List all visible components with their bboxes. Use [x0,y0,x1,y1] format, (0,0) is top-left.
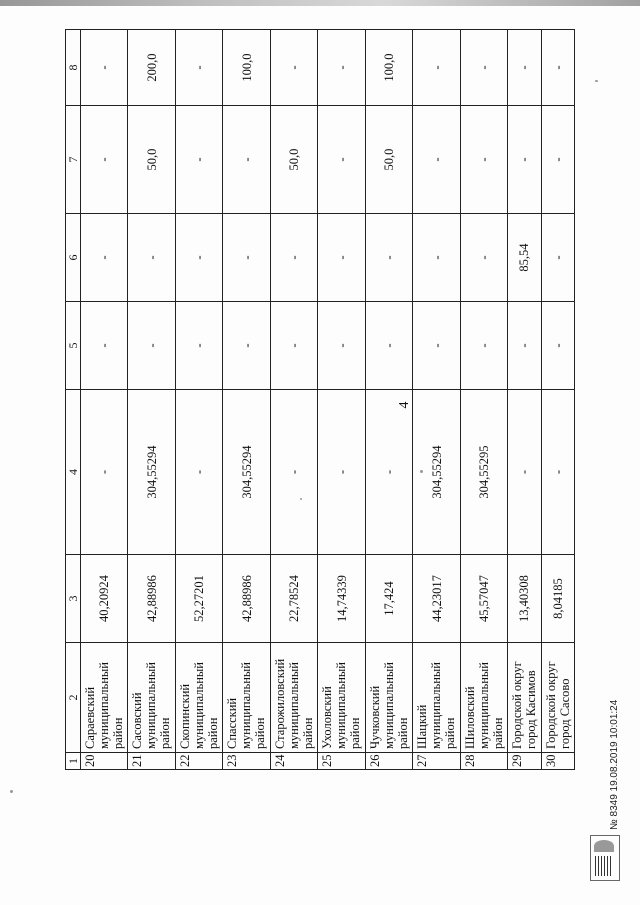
row-number: 23 [223,753,270,770]
col-header: 1 [66,753,81,770]
cell-col5: - [175,302,222,390]
municipality-name: Скопинский муниципальный район [175,643,222,753]
cell-col6: - [413,214,460,302]
cell-col6: - [318,214,365,302]
table-row [508,30,541,770]
cell-col4: - [541,390,574,555]
cell-col3: 52,27201 [175,555,222,643]
cell-col7: 50,0 [365,106,412,214]
cell-col5: - [270,302,317,390]
barcode-icon [595,856,613,876]
cell-col6: - [81,214,128,302]
cell-col6: - [223,214,270,302]
cell-col8: - [270,30,317,106]
cell-col8: - [460,30,507,106]
municipality-name: Чучковский муниципальный район [365,643,412,753]
col-header: 7 [66,106,81,214]
cell-col4: 304,55294 [223,390,270,555]
cell-col3: 17,424 [365,555,412,643]
table-row [460,30,507,770]
cell-col3: 40,20924 [81,555,128,643]
cell-col8: - [508,30,541,106]
cell-col3: 13,40308 [508,555,541,643]
cell-col8: - [413,30,460,106]
row-number: 24 [270,753,317,770]
row-number: 20 [81,753,128,770]
cell-col8: 200,0 [128,30,175,106]
table-row [223,30,270,770]
cell-col8: - [81,30,128,106]
row-number: 22 [175,753,222,770]
municipality-name: Шиловский муниципальный район [460,643,507,753]
cell-col6: - [365,214,412,302]
municipality-name: Шацкий муниципальный район [413,643,460,753]
cell-col6: - [541,214,574,302]
row-number: 28 [460,753,507,770]
cell-col5: - [318,302,365,390]
table-row [365,30,412,770]
col-header: 6 [66,214,81,302]
rotated-table-frame [65,30,575,770]
scan-speck [595,80,598,82]
cell-col3: 42,88986 [223,555,270,643]
col-header: 5 [66,302,81,390]
table-row [175,30,222,770]
cell-col8: 100,0 [223,30,270,106]
col-header: 4 [66,390,81,555]
cell-col7: 50,0 [270,106,317,214]
registration-barcode-stamp [590,835,620,881]
cell-col4: - [81,390,128,555]
cell-col4: - [365,390,412,555]
registration-stamp-text: № 8349 19.08.2019 10:01:24 [609,699,620,830]
cell-col7: - [318,106,365,214]
cell-col7: - [413,106,460,214]
table-row [81,30,128,770]
scan-speck [10,790,13,793]
cell-col4: - [508,390,541,555]
cell-col5: - [128,302,175,390]
cell-col8: - [175,30,222,106]
cell-col3: 8,04185 [541,555,574,643]
cell-col7: - [508,106,541,214]
row-number: 26 [365,753,412,770]
municipality-name: Сараевский муниципальный район [81,643,128,753]
cell-col5: - [508,302,541,390]
table-header-row [66,30,81,770]
cell-col5: - [365,302,412,390]
cell-col6: - [270,214,317,302]
municipality-name: Спасский муниципальный район [223,643,270,753]
cell-col4: - [270,390,317,555]
row-number: 27 [413,753,460,770]
cell-col3: 22,78524 [270,555,317,643]
cell-col3: 42,88986 [128,555,175,643]
cell-col4: 304,55295 [460,390,507,555]
col-header: 2 [66,643,81,753]
cell-col4: 304,55294 [128,390,175,555]
cell-col7: - [81,106,128,214]
table-container [65,30,575,770]
cell-col7: - [223,106,270,214]
emblem-icon [594,840,614,852]
table-row [541,30,574,770]
table-row [413,30,460,770]
cell-col6: 85,54 [508,214,541,302]
municipality-name: Сасовский муниципальный район [128,643,175,753]
cell-col3: 44,23017 [413,555,460,643]
row-number: 30 [541,753,574,770]
page-number: 4 [397,401,412,409]
col-header: 8 [66,30,81,106]
scan-speck [300,498,302,500]
cell-col7: - [541,106,574,214]
cell-col4: 304,55294 [413,390,460,555]
cell-col6: - [128,214,175,302]
cell-col5: - [223,302,270,390]
municipality-name: Ухоловский муниципальный район [318,643,365,753]
municipality-name: Городской округ город Сасово [541,643,574,753]
cell-col3: 45,57047 [460,555,507,643]
cell-col7: - [460,106,507,214]
municipality-name: Городской округ город Касимов [508,643,541,753]
cell-col8: - [541,30,574,106]
cell-col4: - [175,390,222,555]
cell-col7: 50,0 [128,106,175,214]
cell-col5: - [541,302,574,390]
cell-col6: - [175,214,222,302]
table-row [318,30,365,770]
cell-col6: - [460,214,507,302]
cell-col8: 100,0 [365,30,412,106]
scan-edge [0,0,640,6]
table-row [270,30,317,770]
municipality-name: Старожиловский муниципальный район [270,643,317,753]
row-number: 25 [318,753,365,770]
table-row [128,30,175,770]
cell-col3: 14,74339 [318,555,365,643]
data-table [65,29,575,770]
cell-col7: - [175,106,222,214]
scan-speck [420,470,423,473]
cell-col5: - [460,302,507,390]
cell-col4: - [318,390,365,555]
col-header: 3 [66,555,81,643]
registration-footer [605,590,625,830]
row-number: 21 [128,753,175,770]
cell-col5: - [81,302,128,390]
cell-col8: - [318,30,365,106]
cell-col5: - [413,302,460,390]
row-number: 29 [508,753,541,770]
